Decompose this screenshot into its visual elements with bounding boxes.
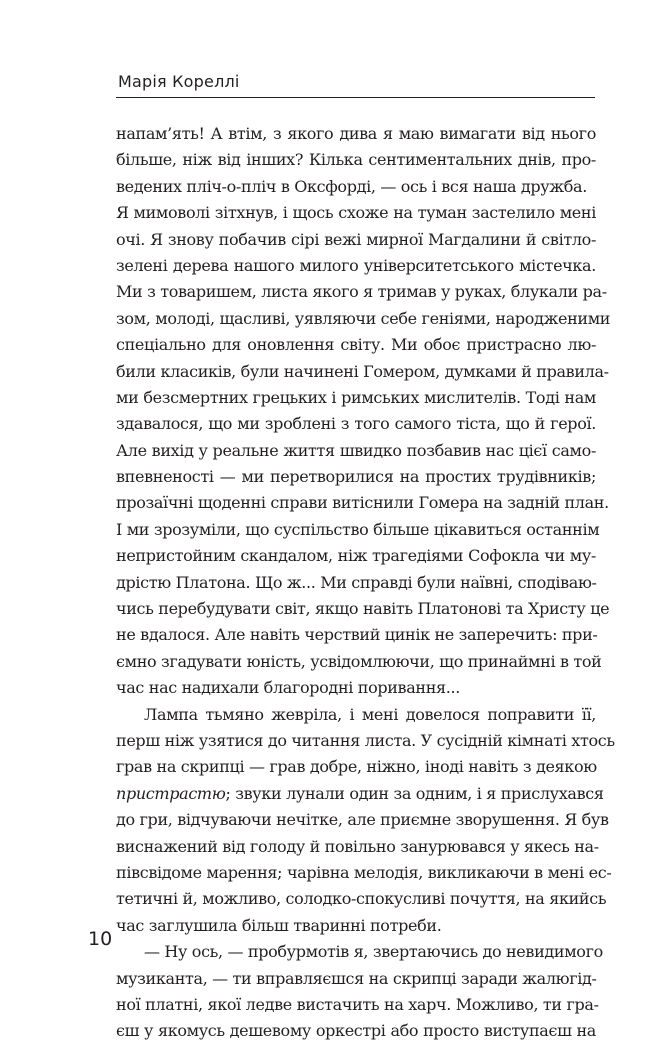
body-line: більше, ніж від інших? Кілька сентиментальних днів, про- [116, 150, 596, 170]
body-line: ми безсмертних грецьких і римських мислителів. Тоді нам [116, 387, 596, 407]
body-line: зелені дерева нашого милого університетського містечка. [116, 255, 596, 275]
body-line: І ми зрозуміли, що суспільство більше цікавиться останнім [116, 519, 600, 539]
body-line: Я мимоволі зітхнув, і щось схоже на туман застелило мені [116, 203, 596, 223]
body-line: єш у якомусь дешевому оркестрі або просто виступаєш на [116, 1021, 596, 1041]
body-line: били класиків, були начинені Гомером, думками й правила- [116, 361, 609, 381]
running-head: Марія Кореллі [118, 72, 240, 91]
body-line: грав на скрипці — грав добре, ніжно, іноді навіть з деякою [116, 757, 597, 777]
body-line: час нас надихали благородні поривання... [116, 678, 460, 698]
body-line-with-emphasis [116, 781, 604, 807]
body-line: здавалося, що ми зроблені з того самого тіста, що й герої. [116, 414, 596, 434]
body-line: непристойним скандалом, ніж трагедіями Софокла чи му- [116, 546, 596, 566]
body-line: Але вихід у реальне життя швидко позбавив нас цієї само- [116, 440, 596, 460]
page-body [116, 121, 615, 1045]
body-line: дрістю Платона. Що ж... Ми справді були наївні, сподіваю- [116, 572, 597, 592]
body-line: ємно згадувати юність, усвідомлюючи, що принаймні в той [116, 651, 602, 671]
body-line: чись перебудувати світ, якщо навіть Платонові та Христу це [116, 599, 610, 619]
body-line: виснажений від голоду й повільно занурювався у якесь на- [116, 836, 599, 856]
body-line: не вдалося. Але навіть черствий цинік не заперечить: при- [116, 625, 598, 645]
body-line: напам’ять! А втім, з якого дива я маю вимагати від нього [116, 124, 596, 143]
body-line: музиканта, — ти вправляєшся на скрипці заради жалюгід- [116, 968, 597, 988]
body-line: ної платні, якої ледве вистачить на харч. Можливо, ти гра- [116, 994, 599, 1014]
body-line: тетичні й, можливо, солодко-спокусливі почуття, на якийсь [116, 889, 607, 909]
body-line: прозаїчні щоденні справи витіснили Гомера на задній план. [116, 493, 609, 513]
body-line: впевненості — ми перетворилися на простих трудівників; [116, 467, 596, 487]
body-line: півсвідоме марення; чарівна мелодія, викликаючи в мені ес- [116, 862, 612, 882]
body-line: зом, молоді, щасливі, уявляючи себе геніями, народженими [116, 308, 611, 328]
body-line-tail: ; звуки лунали один за одним, і я прислухався [225, 783, 604, 803]
body-line: до гри, відчуваючи нечітке, але приємне зворушення. Я був [116, 810, 609, 830]
body-line: очі. Я знову побачив сірі вежі мирної Магдалини й світло- [116, 229, 596, 249]
header-rule [116, 97, 595, 98]
body-line: ведених пліч-о-пліч в Оксфорді, — ось і вся наша дружба. [116, 176, 587, 196]
body-line: — Ну ось, — пробурмотів я, звертаючись до невидимого [144, 942, 603, 962]
body-line: час заглушила більш тваринні потреби. [116, 915, 442, 935]
body-line: Ми з товаришем, листа якого я тримав у руках, блукали ра- [116, 282, 607, 302]
body-line: перш ніж узятися до читання листа. У сусідній кімнаті хтось [116, 730, 615, 750]
body-line: Лампа тьмяно жевріла, і мені довелося поправити її, [144, 704, 596, 724]
page-number: 10 [88, 928, 113, 950]
body-line: спеціально для оновлення світу. Ми обоє пристрасно лю- [116, 335, 596, 355]
emphasis-word: пристрастю [116, 783, 226, 803]
